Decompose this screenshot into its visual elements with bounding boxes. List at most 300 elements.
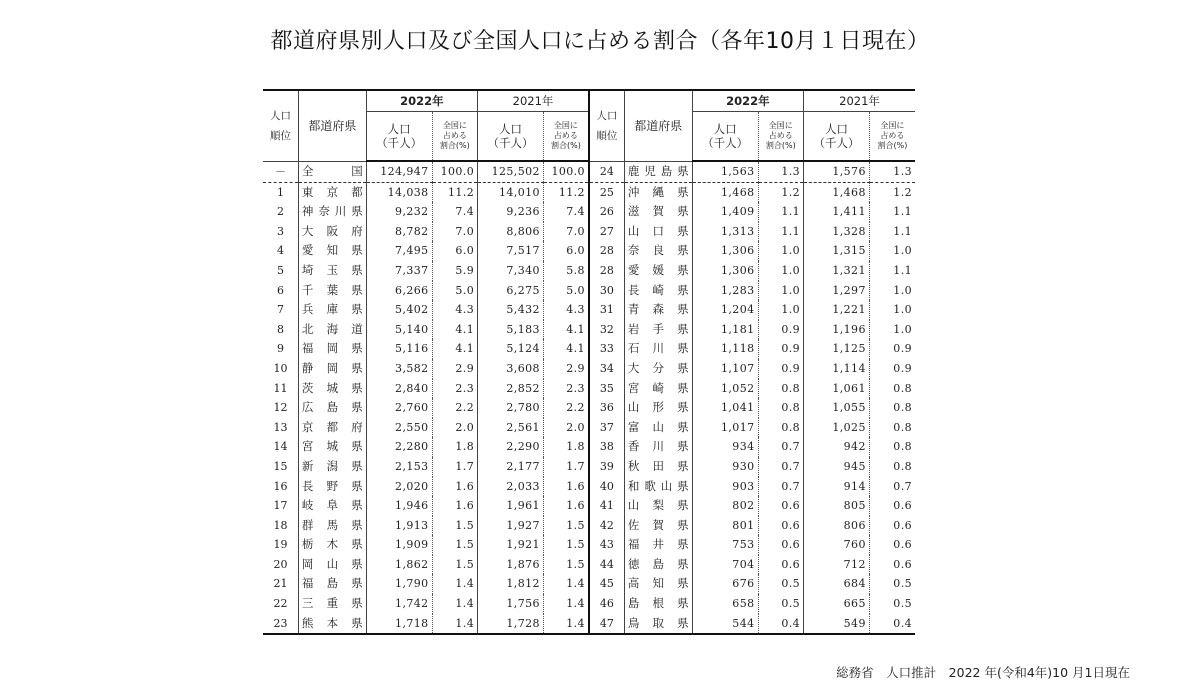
cell-pct2022: 0.9 — [758, 359, 804, 379]
population-table — [263, 89, 915, 635]
cell-pop2021: 1,221 — [804, 300, 870, 320]
cell-pct2021: 1.6 — [543, 496, 589, 516]
cell-pct2022: 0.5 — [758, 574, 804, 594]
cell-rank: 28 — [589, 261, 624, 281]
cell-pop2021: 1,114 — [804, 359, 870, 379]
cell-pct2022: 5.0 — [432, 281, 478, 301]
cell-pop2022: 1,313 — [692, 222, 758, 242]
rank-header: 人口順位 — [263, 90, 298, 161]
cell-pop2022: 1,118 — [692, 339, 758, 359]
table-row — [263, 496, 915, 516]
cell-pop2022: 1,283 — [692, 281, 758, 301]
cell-pct2021: 1.1 — [869, 202, 915, 222]
cell-rank: 31 — [589, 300, 624, 320]
cell-pop2022: 1,742 — [366, 594, 432, 614]
cell-pref: 山口県 — [624, 222, 692, 242]
table-row — [263, 437, 915, 457]
table-row — [263, 594, 915, 614]
cell-pop2022: 801 — [692, 516, 758, 536]
cell-pct2022: 4.1 — [432, 339, 478, 359]
cell-pct2021: 4.1 — [543, 339, 589, 359]
cell-pop2021: 3,608 — [478, 359, 544, 379]
cell-pref: 高知県 — [624, 574, 692, 594]
cell-pop2022: 2,840 — [366, 379, 432, 399]
cell-pct2021: 1.4 — [543, 574, 589, 594]
cell-pop2022: 1,718 — [366, 614, 432, 635]
cell-pop2022: 5,140 — [366, 320, 432, 340]
cell-rank: 13 — [273, 420, 288, 434]
cell-pct2022: 1.2 — [758, 182, 804, 202]
table-row — [263, 379, 915, 399]
cell-rank: 44 — [589, 555, 624, 575]
cell-pop2022: 1,306 — [692, 261, 758, 281]
cell-pop2022: 3,582 — [366, 359, 432, 379]
cell-pop2021: 1,927 — [478, 516, 544, 536]
cell-pct2022: 7.0 — [432, 222, 478, 242]
cell-pref: 福岡県 — [298, 339, 366, 359]
cell-pct2021: 7.0 — [543, 222, 589, 242]
cell-pct2021: 0.8 — [869, 457, 915, 477]
cell-rank: 10 — [273, 361, 288, 375]
cell-pct2022: 1.3 — [758, 161, 804, 182]
cell-pct2021: 7.4 — [543, 202, 589, 222]
cell-pct2022: 2.9 — [432, 359, 478, 379]
cell-pop2021: 1,061 — [804, 379, 870, 399]
cell-pref: 奈良県 — [624, 241, 692, 261]
cell-pct2021: 2.3 — [543, 379, 589, 399]
cell-rank: 5 — [276, 263, 284, 277]
cell-pop2021: 549 — [804, 614, 870, 635]
cell-pop2021: 2,177 — [478, 457, 544, 477]
cell-pref: 和歌山県 — [624, 477, 692, 497]
cell-pct2021: 1.1 — [869, 222, 915, 242]
cell-pref: 愛知県 — [298, 241, 366, 261]
cell-pop2021: 1,812 — [478, 574, 544, 594]
cell-pop2021: 9,236 — [478, 202, 544, 222]
cell-rank: 33 — [589, 339, 624, 359]
cell-pop2022: 1,468 — [692, 182, 758, 202]
cell-pct2021: 0.7 — [869, 477, 915, 497]
cell-pct2022: 4.1 — [432, 320, 478, 340]
cell-rank: 34 — [589, 359, 624, 379]
cell-pop2021: 712 — [804, 555, 870, 575]
cell-pct2021: 0.6 — [869, 496, 915, 516]
table-row — [263, 320, 915, 340]
table-row — [263, 477, 915, 497]
cell-pop2021: 942 — [804, 437, 870, 457]
cell-pop2022: 658 — [692, 594, 758, 614]
cell-pct2022: 1.7 — [432, 457, 478, 477]
cell-pop2021: 2,561 — [478, 418, 544, 438]
cell-pct2021: 0.8 — [869, 379, 915, 399]
cell-pop2022: 704 — [692, 555, 758, 575]
pop-header: 人口 （千人） — [366, 112, 432, 162]
cell-rank: 11 — [273, 381, 288, 395]
cell-rank: 4 — [276, 244, 284, 258]
cell-pct2021: 2.9 — [543, 359, 589, 379]
table-row — [263, 398, 915, 418]
cell-pct2022: 5.9 — [432, 261, 478, 281]
cell-pop2021: 1,876 — [478, 555, 544, 575]
cell-pct2022: 7.4 — [432, 202, 478, 222]
cell-rank: 40 — [589, 477, 624, 497]
cell-pop2021: 1,576 — [804, 161, 870, 182]
table-row — [263, 281, 915, 301]
cell-pop2022: 2,153 — [366, 457, 432, 477]
table-row — [263, 574, 915, 594]
cell-pct2022: 2.3 — [432, 379, 478, 399]
cell-rank: 36 — [589, 398, 624, 418]
cell-pop2022: 753 — [692, 535, 758, 555]
cell-pct2021: 1.0 — [869, 281, 915, 301]
cell-pop2022: 1,052 — [692, 379, 758, 399]
cell-pref: 宮崎県 — [624, 379, 692, 399]
cell-pop2022: 802 — [692, 496, 758, 516]
cell-pct2022: 1.8 — [432, 437, 478, 457]
cell-pct2022: 2.2 — [432, 398, 478, 418]
year-2022-header: 2022年 — [692, 90, 803, 112]
cell-pop2022: 1,563 — [692, 161, 758, 182]
cell-pct2022: 100.0 — [432, 161, 478, 182]
cell-rank: 22 — [273, 597, 288, 611]
cell-pct2022: 0.6 — [758, 496, 804, 516]
cell-rank: 46 — [589, 594, 624, 614]
cell-pop2022: 2,280 — [366, 437, 432, 457]
cell-pct2021: 0.5 — [869, 574, 915, 594]
cell-pref: 青森県 — [624, 300, 692, 320]
cell-pref: 長崎県 — [624, 281, 692, 301]
cell-pref: 山梨県 — [624, 496, 692, 516]
cell-pref: 愛媛県 — [624, 261, 692, 281]
year-2022-header: 2022年 — [366, 90, 477, 112]
cell-rank: 20 — [273, 557, 288, 571]
cell-pop2021: 2,780 — [478, 398, 544, 418]
cell-pct2022: 1.6 — [432, 477, 478, 497]
cell-pop2021: 914 — [804, 477, 870, 497]
cell-pref: 千葉県 — [298, 281, 366, 301]
cell-pct2021: 1.3 — [869, 161, 915, 182]
cell-pref: 岡山県 — [298, 555, 366, 575]
cell-rank: － — [263, 161, 298, 182]
cell-pct2021: 11.2 — [543, 182, 589, 202]
table-row — [263, 202, 915, 222]
cell-pct2022: 4.3 — [432, 300, 478, 320]
cell-pref: 宮城県 — [298, 437, 366, 457]
cell-pct2022: 1.0 — [758, 241, 804, 261]
cell-pct2022: 1.1 — [758, 202, 804, 222]
cell-pct2021: 0.8 — [869, 398, 915, 418]
cell-pct2021: 1.0 — [869, 300, 915, 320]
cell-pref: 神奈川県 — [298, 202, 366, 222]
pct-header: 全国に 占める 割合(%) — [543, 112, 589, 162]
cell-pref: 沖縄県 — [624, 182, 692, 202]
cell-rank: 47 — [589, 614, 624, 635]
cell-pct2022: 0.7 — [758, 477, 804, 497]
table-row — [263, 339, 915, 359]
cell-rank: 1 — [276, 185, 284, 199]
table-row — [263, 161, 915, 182]
cell-pct2022: 0.6 — [758, 516, 804, 536]
cell-pref: 兵庫県 — [298, 300, 366, 320]
cell-pct2021: 1.5 — [543, 516, 589, 536]
cell-pct2022: 1.4 — [432, 614, 478, 635]
cell-pop2022: 1,306 — [692, 241, 758, 261]
cell-pref: 熊本県 — [298, 614, 366, 635]
cell-rank: 39 — [589, 457, 624, 477]
cell-pct2022: 1.1 — [758, 222, 804, 242]
cell-pop2022: 1,913 — [366, 516, 432, 536]
table-row — [263, 300, 915, 320]
cell-rank: 25 — [589, 182, 624, 202]
cell-pct2022: 0.5 — [758, 594, 804, 614]
cell-pct2022: 2.0 — [432, 418, 478, 438]
table-row — [263, 535, 915, 555]
cell-rank: 8 — [276, 322, 284, 336]
cell-pref: 三重県 — [298, 594, 366, 614]
cell-pop2021: 2,290 — [478, 437, 544, 457]
cell-pop2021: 806 — [804, 516, 870, 536]
rank-header: 人口順位 — [589, 90, 624, 161]
cell-pct2021: 2.2 — [543, 398, 589, 418]
cell-pop2022: 1,017 — [692, 418, 758, 438]
cell-rank: 16 — [273, 479, 288, 493]
cell-pop2022: 676 — [692, 574, 758, 594]
year-2021-header: 2021年 — [804, 90, 915, 112]
cell-pref: 大分県 — [624, 359, 692, 379]
header-row-years — [263, 90, 915, 112]
cell-rank: 24 — [589, 161, 624, 182]
cell-pop2022: 124,947 — [366, 161, 432, 182]
cell-pop2021: 1,961 — [478, 496, 544, 516]
cell-pct2022: 1.5 — [432, 535, 478, 555]
pct-header: 全国に 占める 割合(%) — [432, 112, 478, 162]
cell-pop2021: 1,728 — [478, 614, 544, 635]
cell-pop2021: 1,411 — [804, 202, 870, 222]
cell-pop2022: 1,041 — [692, 398, 758, 418]
cell-rank: 15 — [273, 459, 288, 473]
cell-pop2022: 544 — [692, 614, 758, 635]
cell-rank: 3 — [276, 224, 284, 238]
cell-pct2022: 0.9 — [758, 339, 804, 359]
cell-pct2021: 6.0 — [543, 241, 589, 261]
cell-rank: 35 — [589, 379, 624, 399]
cell-pref: 富山県 — [624, 418, 692, 438]
cell-pop2021: 1,756 — [478, 594, 544, 614]
cell-rank: 19 — [273, 538, 288, 552]
cell-pop2021: 14,010 — [478, 182, 544, 202]
page-title: 都道府県別人口及び全国人口に占める割合（各年10月１日現在） — [270, 29, 930, 54]
cell-pref: 大阪府 — [298, 222, 366, 242]
table-row — [263, 418, 915, 438]
cell-rank: 7 — [276, 303, 284, 317]
cell-pct2021: 100.0 — [543, 161, 589, 182]
cell-pop2021: 1,315 — [804, 241, 870, 261]
cell-rank: 12 — [273, 401, 288, 415]
cell-pop2022: 1,181 — [692, 320, 758, 340]
cell-pop2022: 6,266 — [366, 281, 432, 301]
cell-pref: 北海道 — [298, 320, 366, 340]
cell-pref: 埼玉県 — [298, 261, 366, 281]
cell-pref: 滋賀県 — [624, 202, 692, 222]
cell-pref: 佐賀県 — [624, 516, 692, 536]
table-row — [263, 359, 915, 379]
cell-pop2022: 8,782 — [366, 222, 432, 242]
pop-header: 人口 （千人） — [692, 112, 758, 162]
cell-pct2021: 1.1 — [869, 261, 915, 281]
cell-pop2022: 903 — [692, 477, 758, 497]
cell-pct2022: 0.8 — [758, 398, 804, 418]
cell-pop2022: 1,790 — [366, 574, 432, 594]
cell-pct2021: 0.6 — [869, 555, 915, 575]
table-row — [263, 614, 915, 635]
cell-pop2021: 5,124 — [478, 339, 544, 359]
cell-pct2021: 0.6 — [869, 516, 915, 536]
cell-pct2021: 1.0 — [869, 320, 915, 340]
cell-rank: 45 — [589, 574, 624, 594]
cell-rank: 43 — [589, 535, 624, 555]
cell-pct2022: 0.8 — [758, 379, 804, 399]
cell-rank: 18 — [273, 518, 288, 532]
cell-pct2022: 0.7 — [758, 437, 804, 457]
pop-header: 人口 （千人） — [478, 112, 544, 162]
cell-pct2021: 0.6 — [869, 535, 915, 555]
table-row — [263, 261, 915, 281]
cell-pref: 石川県 — [624, 339, 692, 359]
cell-pop2022: 9,232 — [366, 202, 432, 222]
cell-pct2021: 1.2 — [869, 182, 915, 202]
table-row — [263, 516, 915, 536]
cell-pref: 岩手県 — [624, 320, 692, 340]
cell-pct2022: 1.5 — [432, 555, 478, 575]
cell-pop2022: 1,862 — [366, 555, 432, 575]
cell-pref: 秋田県 — [624, 457, 692, 477]
cell-pct2022: 11.2 — [432, 182, 478, 202]
cell-rank: 14 — [273, 440, 288, 454]
cell-pop2021: 8,806 — [478, 222, 544, 242]
cell-pct2021: 4.1 — [543, 320, 589, 340]
cell-rank: 23 — [273, 616, 288, 630]
cell-pop2022: 930 — [692, 457, 758, 477]
cell-pct2021: 1.0 — [869, 241, 915, 261]
cell-pct2021: 1.5 — [543, 555, 589, 575]
cell-pct2021: 0.8 — [869, 418, 915, 438]
cell-pop2022: 7,337 — [366, 261, 432, 281]
cell-pref: 新潟県 — [298, 457, 366, 477]
cell-pop2021: 1,468 — [804, 182, 870, 202]
cell-pop2021: 1,055 — [804, 398, 870, 418]
cell-pop2021: 7,517 — [478, 241, 544, 261]
cell-pct2021: 0.8 — [869, 437, 915, 457]
cell-pref: 福島県 — [298, 574, 366, 594]
cell-pref: 長野県 — [298, 477, 366, 497]
cell-rank: 30 — [589, 281, 624, 301]
cell-pop2021: 125,502 — [478, 161, 544, 182]
cell-pop2021: 805 — [804, 496, 870, 516]
cell-pop2021: 1,025 — [804, 418, 870, 438]
cell-pct2022: 0.8 — [758, 418, 804, 438]
pop-header: 人口 （千人） — [804, 112, 870, 162]
cell-pref: 島根県 — [624, 594, 692, 614]
pct-header: 全国に 占める 割合(%) — [758, 112, 804, 162]
cell-pref: 栃木県 — [298, 535, 366, 555]
cell-pop2022: 14,038 — [366, 182, 432, 202]
year-2021-header: 2021年 — [478, 90, 589, 112]
cell-pop2022: 2,020 — [366, 477, 432, 497]
cell-pct2021: 2.0 — [543, 418, 589, 438]
cell-pop2022: 1,909 — [366, 535, 432, 555]
cell-pct2022: 1.4 — [432, 574, 478, 594]
cell-pop2021: 2,852 — [478, 379, 544, 399]
cell-pct2022: 0.6 — [758, 555, 804, 575]
cell-rank: 6 — [276, 283, 284, 297]
cell-pct2021: 0.9 — [869, 339, 915, 359]
cell-pop2022: 1,946 — [366, 496, 432, 516]
cell-pref: 岐阜県 — [298, 496, 366, 516]
cell-pop2022: 2,760 — [366, 398, 432, 418]
table-row — [263, 222, 915, 242]
source-note: 総務省 人口推計 2022 年(令和4年)10 月1日現在 — [836, 665, 1130, 680]
cell-pop2021: 2,033 — [478, 477, 544, 497]
cell-pref: 徳島県 — [624, 555, 692, 575]
pref-header: 都道府県 — [624, 90, 692, 161]
cell-rank: 38 — [589, 437, 624, 457]
cell-pop2021: 5,432 — [478, 300, 544, 320]
table-row — [263, 182, 915, 202]
cell-pop2021: 6,275 — [478, 281, 544, 301]
cell-rank: 9 — [276, 342, 284, 356]
cell-rank: 28 — [589, 241, 624, 261]
cell-pop2022: 7,495 — [366, 241, 432, 261]
cell-pop2021: 1,297 — [804, 281, 870, 301]
cell-pct2022: 0.7 — [758, 457, 804, 477]
cell-rank: 37 — [589, 418, 624, 438]
cell-pop2022: 1,409 — [692, 202, 758, 222]
cell-pop2021: 1,321 — [804, 261, 870, 281]
cell-pct2021: 0.5 — [869, 594, 915, 614]
pct-header: 全国に 占める 割合(%) — [869, 112, 915, 162]
cell-pct2022: 1.4 — [432, 594, 478, 614]
cell-pop2022: 1,204 — [692, 300, 758, 320]
cell-pref: 茨城県 — [298, 379, 366, 399]
cell-pct2021: 4.3 — [543, 300, 589, 320]
cell-pop2022: 5,116 — [366, 339, 432, 359]
cell-pct2022: 1.6 — [432, 496, 478, 516]
cell-pop2022: 2,550 — [366, 418, 432, 438]
cell-pct2021: 1.6 — [543, 477, 589, 497]
cell-pct2021: 5.8 — [543, 261, 589, 281]
cell-pct2021: 1.4 — [543, 614, 589, 635]
cell-pct2022: 0.4 — [758, 614, 804, 635]
cell-pct2022: 1.0 — [758, 281, 804, 301]
cell-pref: 福井県 — [624, 535, 692, 555]
cell-pct2022: 0.6 — [758, 535, 804, 555]
cell-rank: 26 — [589, 202, 624, 222]
cell-pct2022: 6.0 — [432, 241, 478, 261]
cell-pct2022: 1.0 — [758, 261, 804, 281]
pref-header: 都道府県 — [298, 90, 366, 161]
cell-pref: 山形県 — [624, 398, 692, 418]
cell-pref: 群馬県 — [298, 516, 366, 536]
cell-pop2021: 1,125 — [804, 339, 870, 359]
cell-pct2022: 1.0 — [758, 300, 804, 320]
cell-pct2021: 0.9 — [869, 359, 915, 379]
cell-pop2022: 5,402 — [366, 300, 432, 320]
cell-pref: 静岡県 — [298, 359, 366, 379]
cell-pref: 鳥取県 — [624, 614, 692, 635]
cell-rank: 27 — [589, 222, 624, 242]
cell-pop2021: 5,183 — [478, 320, 544, 340]
cell-pref: 全国 — [298, 161, 366, 182]
